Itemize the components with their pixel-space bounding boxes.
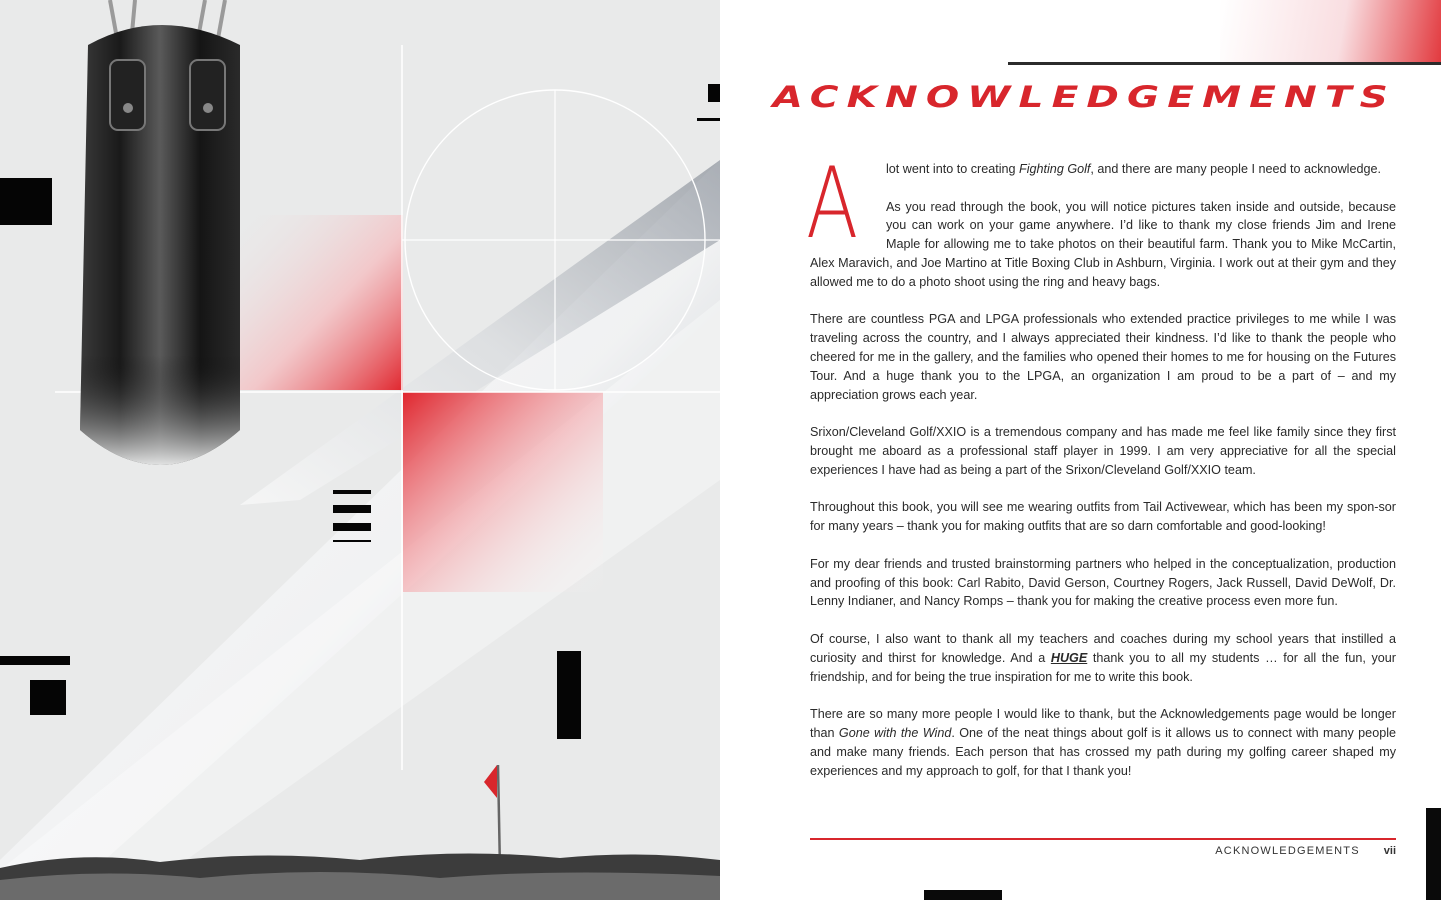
page-number: vii (1383, 845, 1396, 857)
paragraph-5: Throughout this book, you will see me wearing outfits from Tail Activewear, which has been my spon-sor for many years – thank you for making outfits that are so darn comfortable and good-looking! (810, 500, 1396, 534)
illustration-page (0, 0, 720, 900)
huge-emphasis: HUGE (1050, 650, 1088, 665)
top-rule (1008, 62, 1441, 65)
punching-bag-image (80, 0, 240, 465)
paragraph-6: For my dear friends and trusted brainstorming partners who helped in the conceptualization, production and proofing of this book: Carl Rabito, David Gerson, Courtney Rogers, Jack Russell, David DeWolf, Dr. Lenny Indianer, and Nancy Romps – thank you for making the creative process even more fun. (810, 556, 1396, 609)
footer-rule (810, 838, 1396, 840)
paragraph-4: Srixon/Cleveland Golf/XXIO is a tremendous company and has made me feel like family since they first brought me aboard as a professional staff player in 1999. I am very appreciative for all the special experiences I have had as being a part of the Srixon/Cleveland Golf/XXIO team. (810, 425, 1396, 477)
paragraph-7: Of course, I also want to thank all my teachers and coaches during my school years that instilled a curiosity and thirst for knowledge. And a HUGE thank you to all my students … for all the fun, your friendship, and for being the true inspiration for me to write this book. (810, 631, 1396, 684)
book-title-gone: Gone with the Wind (838, 725, 952, 740)
corner-gradient (1220, 0, 1441, 62)
page-title: ACKNOWLEDGEMENTS (772, 80, 1396, 114)
text-page (720, 0, 1441, 900)
paragraph-8: There are so many more people I would like to thank, but the Acknowledgements page would be longer than Gone with the Wind. One of the neat things about golf is it allows us to connect with many people and make many friends. Each person that has crossed my path during my golfing career shaped my experiences and my approach to golf, for that I thank you! (810, 707, 1396, 778)
acknowledgements-body (806, 147, 1396, 799)
paragraph-2: As you read through the book, you will notice pictures taken inside and outside, because you can work on your game anywhere. I’d like to thank my close friends Jim and Irene Maple for allowing me to take photos on their beautiful farm. Thank you to Mike McCartin, Alex Maravich, and Joe Martino at Title Boxing Club in Ashburn, Virginia. I work out at their gym and they allowed me to do a photo shoot using the ring and heavy bags. (810, 199, 1396, 289)
decorative-bar-bottom (924, 890, 1002, 900)
drop-cap: A (806, 147, 859, 261)
footer-section-label: ACKNOWLEDGEMENTS (1215, 845, 1360, 857)
paragraph-3: There are countless PGA and LPGA professionals who extended practice privileges to me while I was traveling across the country, and I always appreciated their kindness. I’d like to thank the people who cheered for me in the gallery, and the families who opened their homes to me for housing on the Futures Tour. And a huge thank you to the LPGA, an organization I am proud to be a part of – and my appreciation grows each year. (810, 312, 1396, 402)
page-footer (810, 845, 1396, 857)
paragraph-1: A lot went into to creating Fighting Golf, and there are many people I need to acknowledge. (806, 147, 1381, 261)
decorative-bar-edge (1426, 808, 1441, 900)
boxing-golf-illustration (0, 0, 720, 900)
book-title: Fighting Golf (1019, 162, 1091, 176)
